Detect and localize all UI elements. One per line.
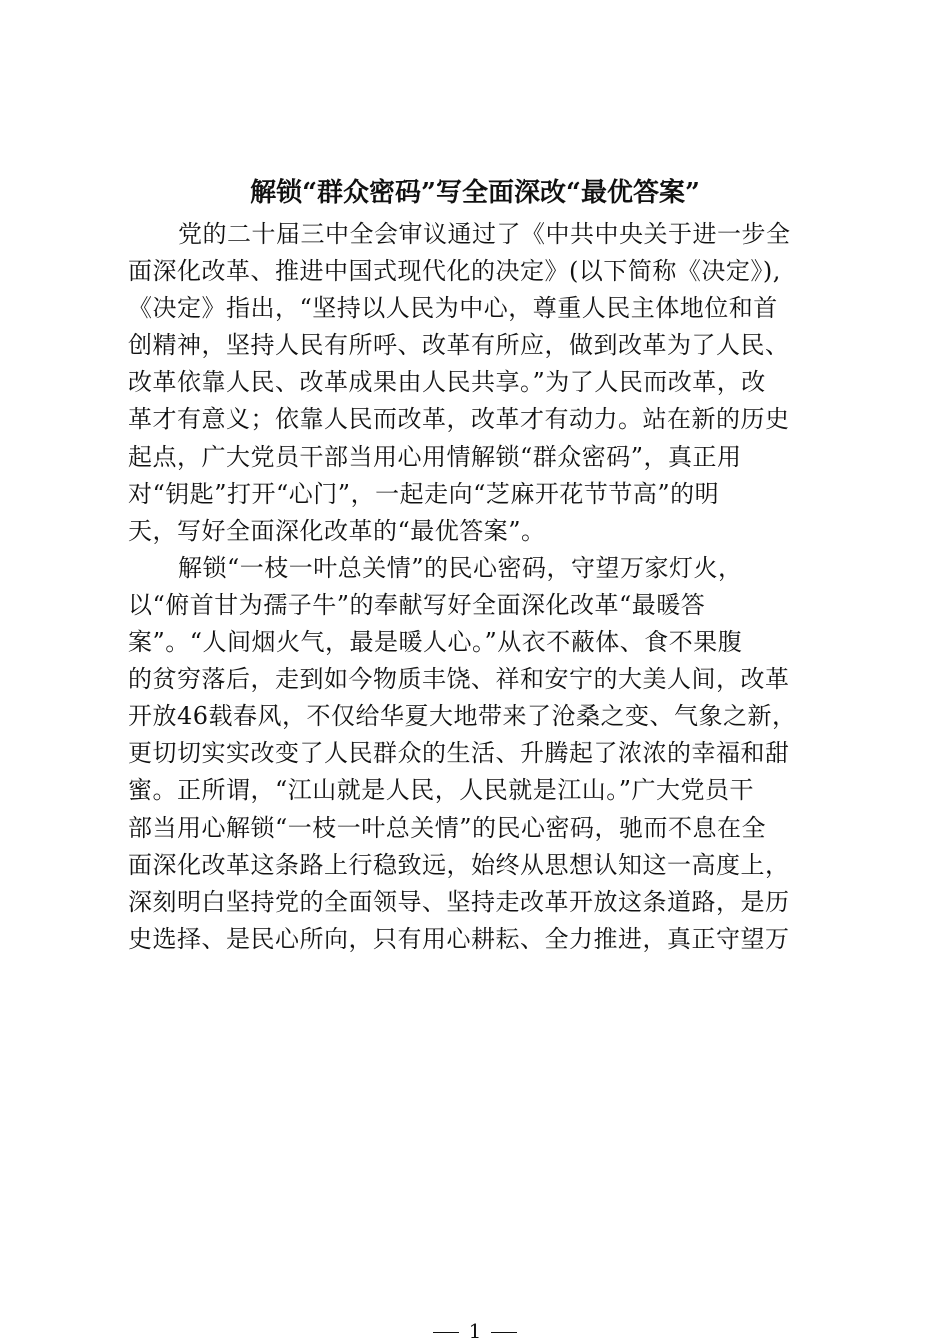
paragraph-line: 史选择、是民心所向，只有用心耕耘、全力推进，真正守望万 <box>128 924 790 953</box>
paragraph-line: 改革依靠人民、改革成果由人民共享。”为了人民而改革，改 <box>128 368 766 397</box>
paragraph-line: 创精神，坚持人民有所呼、改革有所应，做到改革为了人民、 <box>128 331 790 360</box>
document-body <box>128 216 848 958</box>
paragraph-2 <box>128 550 848 958</box>
footer-dash-right <box>491 1332 517 1333</box>
paragraph-line: 党的二十届三中全会审议通过了《中共中央关于进一步全 <box>178 220 791 248</box>
paragraph-line: 部当用心解锁“一枝一叶总关情”的民心密码，驰而不息在全 <box>128 813 767 842</box>
page-footer <box>0 1318 950 1344</box>
paragraph-line: 《决定》指出，“坚持以人民为中心，尊重人民主体地位和首 <box>128 294 778 323</box>
paragraph-line: 革才有意义；依靠人民而改革，改革才有动力。站在新的历史 <box>128 405 790 434</box>
paragraph-line: 解锁“一枝一叶总关情”的民心密码，守望万家灯火， <box>178 553 743 582</box>
paragraph-line: 起点，广大党员干部当用心用情解锁“群众密码”，真正用 <box>128 442 742 471</box>
paragraph-1 <box>128 216 848 550</box>
paragraph-line: 对“钥匙”打开“心门”，一起走向“芝麻开花节节高”的明 <box>128 479 720 508</box>
document-title: 解锁“群众密码”写全面深改“最优答案” <box>250 178 700 208</box>
paragraph-line: 以“俯首甘为孺子牛”的奉献写好全面深化改革“最暖答 <box>128 590 706 619</box>
paragraph-line: 案”。“人间烟火气，最是暖人心。”从衣不蔽体、食不果腹 <box>128 628 743 657</box>
footer-dash-left <box>433 1332 459 1333</box>
paragraph-line: 面深化改革这条路上行稳致远，始终从思想认知这一高度上， <box>128 850 790 879</box>
paragraph-line: 的贫穷落后，走到如今物质丰饶、祥和安宁的大美人间，改革 <box>128 665 790 694</box>
paragraph-line: 更切切实实改变了人民群众的生活、升腾起了浓浓的幸福和甜 <box>128 739 790 768</box>
paragraph-line: 面深化改革、推进中国式现代化的决定》(以下简称《决定》), <box>128 257 781 286</box>
paragraph-line: 开放46载春风，不仅给华夏大地带来了沧桑之变、气象之新， <box>128 702 797 731</box>
paragraph-line: 天，写好全面深化改革的“最优答案”。 <box>128 516 546 545</box>
paragraph-line: 蜜。正所谓，“江山就是人民，人民就是江山。”广大党员干 <box>128 776 755 805</box>
page-number: 1 <box>468 1319 482 1343</box>
paragraph-line: 深刻明白坚持党的全面领导、坚持走改革开放这条道路，是历 <box>128 887 790 916</box>
